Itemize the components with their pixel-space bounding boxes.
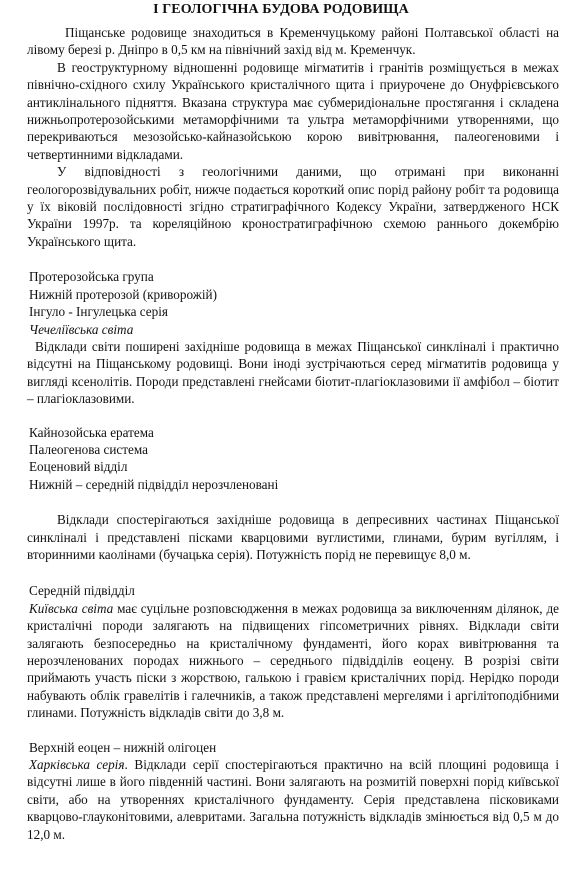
stratigraphy-line-eocene: Еоценовий відділ (29, 459, 128, 475)
stratigraphy-line-lower-middle: Нижній – середній підвідділ нерозчленовані (29, 476, 279, 492)
section3-text: має суцільне розповсюдження в межах родовища за виключенням ділянок, де кристалічні породи залягають на підвищених гіпсометричних рівнях. Відклади світи залягають безпосередньо на кристалічному фундаменті, його корах вивітрювання та нерозчленованих породах нижнього – середнього підвідділів еоцену. В розрізі світи приймають участь піски з жорствою, галькою і гравієм кристалічних порід. Нерідко породи набувають облік гравелітів і галечників, а також представлені мергелями і аргілітоподібними глинами. Потужність відкладів світи до 3,8 м. (27, 600, 560, 721)
section4-text: . Відклади серії спостерігаються практично на всій площині родовища і відсутні лише в його південній частині. Вони залягають на розмитій поверхні порід київської світи, або на утвореннях кристалічного фундаменту. Серія представлена пісковиками кварцово-глауконітовими, алевритами. Загальна потужність відкладів змінюється від 0,5 м до 12,0 м. (27, 757, 559, 842)
stratigraphy-line-cenozoic: Кайнозойська ератема (29, 424, 154, 440)
intro-paragraph-2: В геоструктурному відношенні родовище мігматитів і гранітів розміщується в межах північно-східного схилу Українського кристалічного щита і приурочене до Онуфрієвського антиклінального підняття. Вказана структура має субмеридіональне простягання і складена нижньопротерозойськими метаморфічними та ультра метаморфічними утвореннями, що перекриваються мезозойсько-кайназойською корою вивітрювання, палеогеновими і четвертинними відкладами. (27, 59, 559, 162)
section3-heading: Середній підвідділ (29, 583, 135, 599)
section4-italic-lead: Харківська серія (29, 757, 125, 773)
document-title: І ГЕОЛОГІЧНА БУДОВА РОДОВИЩА (153, 2, 409, 17)
section3-paragraph (27, 600, 559, 722)
section2-paragraph: Відклади спостерігаються західніше родовища в депресивних частинах Піщанської синкліналі і представлені пісками кварцовими вуглистими, глинами, бурим вугіллям, і вторинними каолінами (бучацька серія). Потужність порід не перевищує 8,0 м. (27, 512, 559, 562)
intro-paragraph-3: У відповідності з геологічними даними, що отримані при виконанні геологорозвідувальних робіт, нижче подається короткий опис порід району робіт та родовища у їх віковій послідовності згідно стратиграфічного Кодексу України, затвердженого НСК України 1997р. та кореляційною кроностратиграфічною схемою раннього докембрію Українського щита. (27, 164, 559, 249)
stratigraphy-line-chechelivska-suite: Чечеліївська світа (29, 321, 134, 337)
stratigraphy-line-ingulo-series: Інгуло - Інгулецька серія (29, 304, 168, 320)
section1-paragraph: Відклади світи поширені західніше родовища в межах Піщанської синкліналі і практично відсутні на Піщанському родовищі. Вони іноді зустрічаються серед мігматитів родовища у вигляді ксенолітів. Породи представлені гнейсами біотит-плагіоклазовими ії амфібол – біотит – плагіоклазовими. (27, 338, 559, 407)
stratigraphy-line-proterozoic-group: Протерозойська група (29, 269, 154, 285)
stratigraphy-line-lower-proterozoic: Нижній протерозой (криворожій) (29, 286, 217, 302)
stratigraphy-line-paleogene: Палеогенова система (29, 441, 148, 457)
section4-paragraph (27, 756, 559, 843)
section4-heading: Верхній еоцен – нижній олігоцен (29, 739, 217, 755)
intro-paragraph-1: Піщанське родовище знаходиться в Кременчуцькому районі Полтавської області на лівому березі р. Дніпро в 0,5 км на північний захід від м. Кременчук. (27, 25, 559, 58)
section3-italic-lead: Київська світа (29, 600, 114, 616)
